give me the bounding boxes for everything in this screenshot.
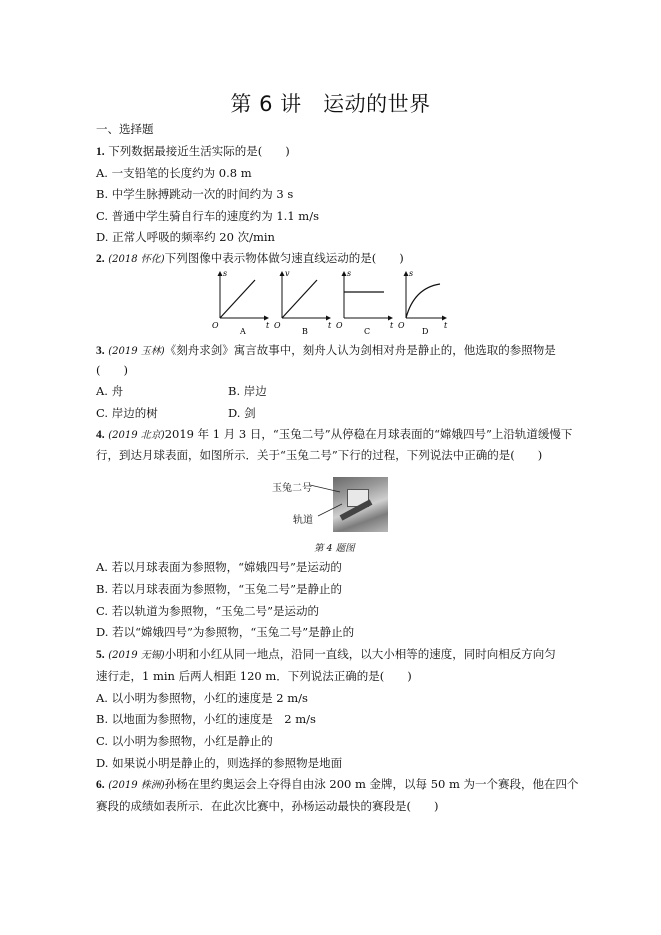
graph-c-xlabel: t: [390, 321, 394, 330]
question-number: 1.: [96, 146, 105, 158]
q1-option-c: C. 普通中学生骑自行车的速度约为 1.1 m/s: [96, 209, 319, 223]
q4-label-rail: 轨道: [293, 515, 313, 526]
graph-c-label: C: [364, 327, 371, 336]
q4-label-rover: 玉兔二号: [272, 483, 312, 494]
question-source: (2019 北京): [108, 430, 165, 441]
q5-option-d: D. 如果说小明是静止的，则选择的参照物是地面: [96, 756, 343, 770]
q1-option-b: B. 中学生脉搏跳动一次的时间约为 3 s: [96, 187, 294, 201]
question-2: [96, 251, 404, 267]
question-stem: 下列图像中表示物体做匀速直线运动的是( ): [164, 251, 404, 265]
graph-b-label: B: [302, 327, 308, 336]
graph-a-origin: O: [212, 321, 219, 330]
graph-a-curve: [220, 280, 255, 318]
q5-option-c: C. 以小明为参照物，小红是静止的: [96, 734, 273, 748]
graph-c-ylabel: s: [347, 269, 352, 278]
graph-a-label: A: [240, 327, 246, 336]
graph-d-curve: [406, 284, 440, 318]
question-number: 3.: [96, 345, 105, 357]
section-heading: 一、选择题: [96, 122, 154, 136]
q5-option-a: A. 以小明为参照物，小红的速度是 2 m/s: [96, 691, 308, 705]
graph-a: [212, 269, 270, 336]
question-5-line2: 速行走，1 min 后两人相距 120 m．下列说法正确的是( ): [96, 669, 412, 683]
question-number: 2.: [96, 253, 105, 265]
graph-c-origin: O: [336, 321, 343, 330]
graph-b: [274, 269, 332, 336]
graph-a-ylabel: s: [223, 269, 228, 278]
question-source: (2018 怀化): [108, 254, 165, 265]
question-number: 6.: [96, 779, 105, 791]
q4-leader-lines: [310, 480, 350, 520]
q1-option-d: D. 正常人呼吸的频率约 20 次/min: [96, 230, 275, 244]
graph-c: [336, 269, 394, 336]
graph-a-xlabel: t: [266, 321, 270, 330]
graph-d: [398, 269, 448, 336]
question-stem: 2019 年 1 月 3 日，“玉兔二号”从停稳在月球表面的“嫦娥四号”上沿轨道缓慢下: [164, 427, 573, 441]
graph-b-ylabel: v: [285, 269, 290, 278]
question-1: [96, 144, 290, 159]
question-stem: 下列数据最接近生活实际的是( ): [104, 144, 290, 158]
graph-b-origin: O: [274, 321, 281, 330]
q3-option-b: B. 岸边: [228, 384, 267, 398]
question-3-line2: ( ): [96, 363, 128, 377]
graph-d-xlabel: t: [444, 321, 448, 330]
question-stem: 小明和小红从同一地点，沿同一直线，以大小相等的速度，同时向相反方向匀: [164, 647, 556, 661]
q4-option-c: C. 若以轨道为参照物，“玉兔二号”是运动的: [96, 604, 319, 618]
graph-d-origin: O: [398, 321, 405, 330]
q1-option-a: A. 一支铅笔的长度约为 0.8 m: [96, 166, 252, 180]
question-5: [96, 647, 556, 663]
question-4-line2: 行，到达月球表面，如图所示．关于“玉兔二号”下行的过程，下列说法中正确的是( ): [96, 448, 543, 462]
question-6: [96, 777, 579, 793]
graph-d-ylabel: s: [409, 269, 414, 278]
question-3: [96, 343, 556, 359]
question-source: (2019 玉林): [108, 346, 165, 357]
page-title: 第 6 讲 运动的世界: [230, 92, 431, 116]
question-source: (2019 株洲): [108, 780, 165, 791]
q3-option-d: D. 剑: [228, 406, 256, 420]
question-number: 5.: [96, 649, 105, 661]
q4-option-d: D. 若以“嫦娥四号”为参照物，“玉兔二号”是静止的: [96, 625, 355, 639]
question-6-line2: 赛段的成绩如表所示．在此次比赛中，孙杨运动最快的赛段是( ): [96, 799, 439, 813]
question-4: [96, 427, 572, 443]
q4-option-a: A. 若以月球表面为参照物，“嫦娥四号”是运动的: [96, 560, 342, 574]
q3-option-a: A. 舟: [96, 384, 124, 398]
q3-option-c: C. 岸边的树: [96, 406, 158, 420]
graph-b-curve: [282, 280, 317, 318]
q4-option-b: B. 若以月球表面为参照物，“玉兔二号”是静止的: [96, 582, 343, 596]
question-source: (2019 无锡): [108, 650, 165, 661]
question-number: 4.: [96, 429, 105, 441]
q5-option-b: B. 以地面为参照物，小红的速度是 2 m/s: [96, 712, 316, 726]
q2-graphs: [210, 266, 450, 336]
question-stem: 孙杨在里约奥运会上夺得自由泳 200 m 金牌，以每 50 m 为一个赛段，他在四个: [164, 777, 579, 791]
q4-caption: 第 4 题图: [314, 543, 355, 554]
question-stem: 《刻舟求剑》寓言故事中，刻舟人认为剑相对舟是静止的，他选取的参照物是: [164, 343, 556, 357]
graph-b-xlabel: t: [328, 321, 332, 330]
graph-d-label: D: [422, 327, 429, 336]
